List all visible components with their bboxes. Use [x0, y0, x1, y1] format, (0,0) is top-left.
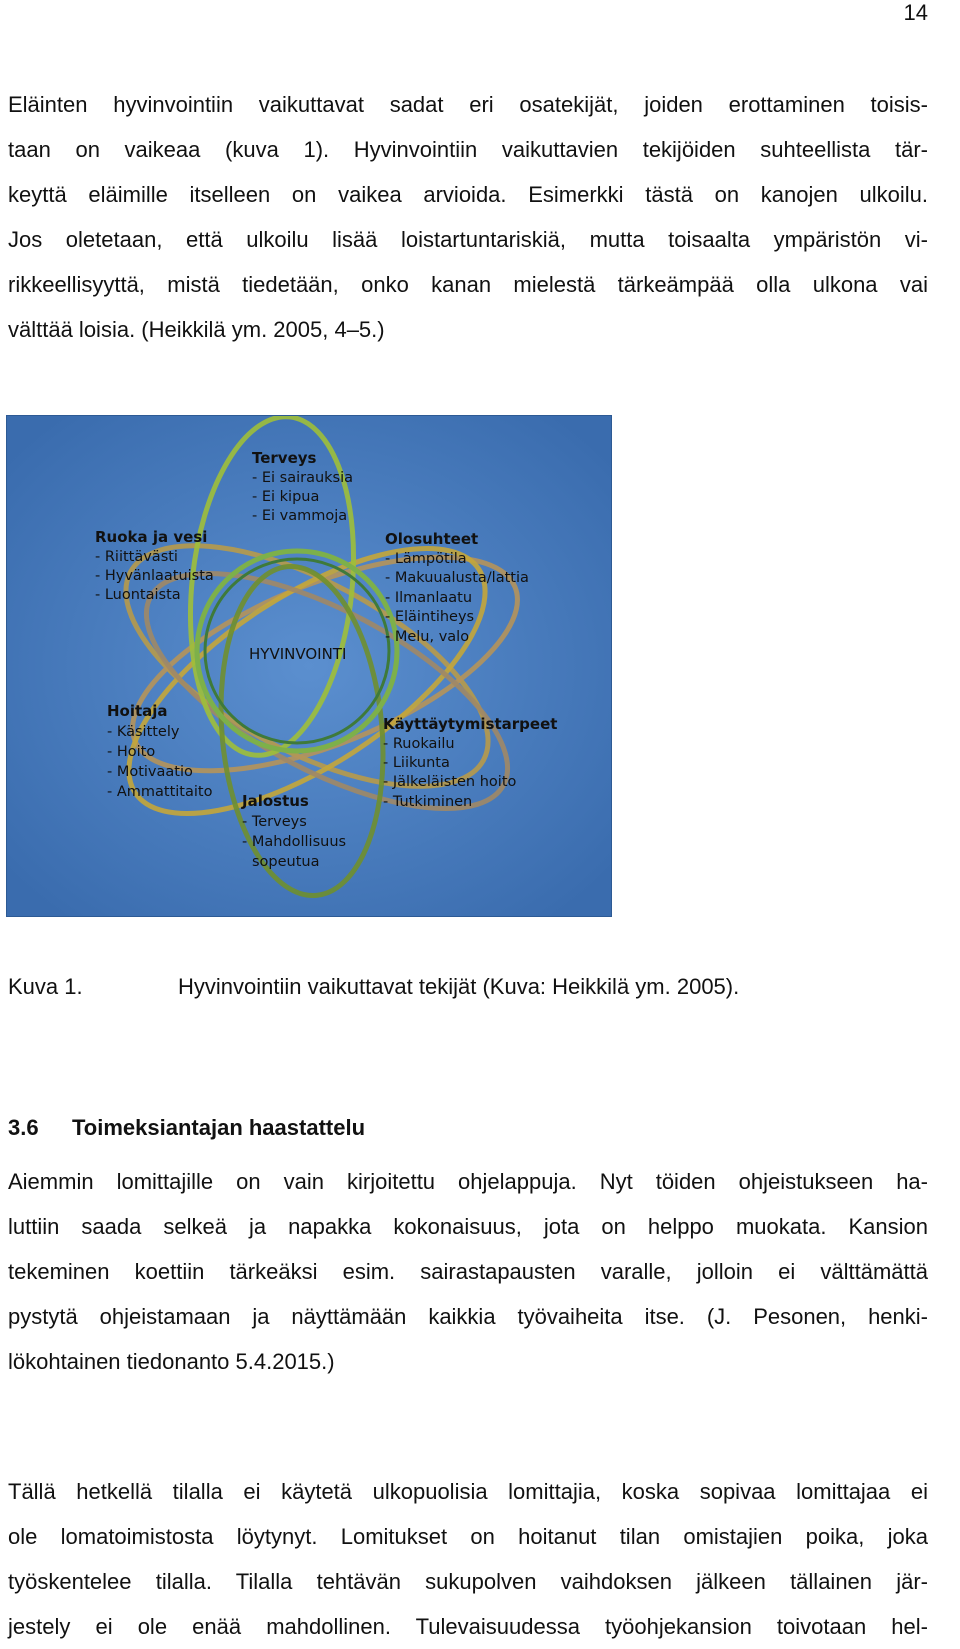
group-item: sopeutua — [252, 854, 320, 870]
group-title-kayttaytymistarpeet: Käyttäytymistarpeet — [383, 715, 558, 733]
group-item: - Motivaatio — [107, 764, 193, 780]
group-item: - Ei vammoja — [252, 508, 348, 524]
paragraph-interview — [8, 1159, 928, 1384]
text-line: pystytä ohjeistamaan ja näyttämään kaikkia työvaiheita itse. (J. Pesonen, henki- — [8, 1304, 928, 1329]
group-item: - Ei sairauksia — [252, 470, 354, 486]
group-item: - Ilmanlaatu — [385, 590, 473, 606]
group-item: - Jälkeläisten hoito — [383, 774, 517, 790]
group-item: - Käsittely — [107, 724, 180, 740]
text-line: työskentelee tilalla. Tilalla tehtävän sukupolven vaihdoksen jälkeen tällainen jär- — [8, 1569, 928, 1594]
group-item: - Liikunta — [383, 755, 450, 771]
group-title-terveys: Terveys — [252, 449, 317, 467]
group-item: - Makuualusta/lattia — [385, 570, 529, 586]
group-item: - Luontaista — [95, 587, 181, 603]
caption-text: Hyvinvointiin vaikuttavat tekijät (Kuva: Heikkilä ym. 2005). — [178, 974, 740, 999]
group-title-ruoka: Ruoka ja vesi — [95, 528, 208, 546]
group-item: - Riittävästi — [95, 549, 178, 565]
text-line: välttää loisia. (Heikkilä ym. 2005, 4–5.) — [8, 317, 385, 342]
group-title-hoitaja: Hoitaja — [107, 702, 168, 720]
group-title-jalostus: Jalostus — [242, 792, 309, 810]
paragraph-intro — [8, 82, 928, 352]
group-item: - Lämpötila — [385, 551, 467, 567]
text-line: lökohtainen tiedonanto 5.4.2015.) — [8, 1349, 335, 1374]
group-item: - Hyvänlaatuista — [95, 568, 214, 584]
text-line: luttiin saada selkeä ja napakka kokonaisuus, jota on helppo muokata. Kansion — [8, 1214, 928, 1239]
welfare-figure — [6, 415, 612, 917]
caption-label: Kuva 1. — [8, 974, 83, 999]
group-item: - Ei kipua — [252, 489, 320, 505]
group-item: - Hoito — [107, 744, 156, 760]
group-item: - Ruokailu — [383, 736, 455, 752]
text-line: taan on vaikeaa (kuva 1). Hyvinvointiin vaikuttavien tekijöiden suhteellista tär- — [8, 137, 928, 162]
group-item: - Eläintiheys — [385, 609, 475, 625]
text-line: keyttä eläimille itselleen on vaikea arvioida. Esimerkki tästä on kanojen ulkoilu. — [8, 182, 928, 207]
group-item: - Mahdollisuus — [242, 834, 347, 850]
text-line: Jos oletetaan, että ulkoilu lisää loistartuntariskiä, mutta toisaalta ympäristön vi- — [8, 227, 928, 252]
text-line: tekeminen koettiin tärkeäksi esim. sairastapausten varalle, jolloin ei välttämättä — [8, 1259, 928, 1284]
center-label: HYVINVOINTI — [249, 645, 347, 663]
text-line: Tällä hetkellä tilalla ei käytetä ulkopuolisia lomittajia, koska sopivaa lomittajaa ei — [8, 1479, 928, 1504]
page-number: 14 — [903, 0, 928, 25]
section-heading — [8, 1115, 365, 1141]
group-item: - Terveys — [242, 814, 307, 830]
text-line: Eläinten hyvinvointiin vaikuttavat sadat eri osatekijät, joiden erottaminen toisis- — [8, 92, 928, 117]
section-number: 3.6 — [8, 1115, 39, 1140]
text-line: jestely ei ole enää mahdollinen. Tulevaisuudessa työohjekansion toivotaan hel- — [8, 1614, 928, 1639]
welfare-diagram — [7, 416, 611, 916]
group-item: - Melu, valo — [385, 629, 470, 645]
group-item: - Ammattitaito — [107, 784, 213, 800]
text-line: Aiemmin lomittajille on vain kirjoitettu ohjelappuja. Nyt töiden ohjeistukseen ha- — [8, 1169, 928, 1194]
text-line: rikkeellisyyttä, mistä tiedetään, onko kanan mielestä tärkeämpää olla ulkona vai — [8, 272, 928, 297]
group-item: - Tutkiminen — [383, 794, 473, 810]
paragraph-current-situation — [8, 1469, 928, 1649]
text-line: ole lomatoimistosta löytynyt. Lomitukset on hoitanut tilan omistajien poika, joka — [8, 1524, 928, 1549]
section-title: Toimeksiantajan haastattelu — [72, 1115, 366, 1140]
group-title-olosuhteet: Olosuhteet — [385, 530, 479, 548]
